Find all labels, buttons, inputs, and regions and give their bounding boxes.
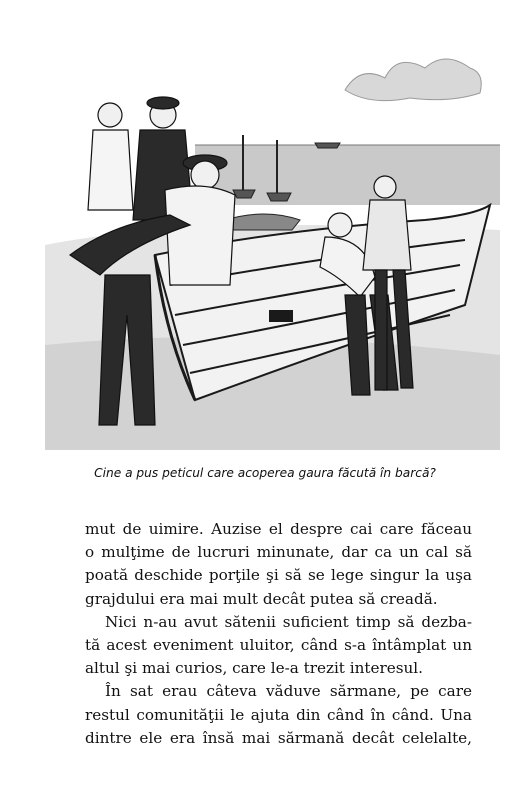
text-line: mut de uimire. Auzise el despre cai care făceau — [85, 520, 472, 538]
text-line: poată deschide porţile şi să se lege singur la uşa — [85, 566, 472, 585]
text-line: tă acest eveniment uluitor, când s-a întâmplat un — [85, 636, 472, 655]
illustration-caption: Cine a pus peticul care acoperea gaura făcută în barcă? — [94, 466, 436, 480]
paragraph — [85, 611, 472, 681]
text-line: Nici n-au avut sătenii suficient timp să dezba- — [105, 612, 472, 631]
text-line: o mulţime de lucruri minunate, dar ca un cal să — [85, 543, 472, 562]
text-line: altul şi mai curios, care le-a trezit interesul. — [85, 659, 423, 678]
paragraph — [85, 680, 472, 750]
text-line: restul comunităţii le ajuta din când în când. Una — [85, 705, 472, 724]
text-line: În sat erau câteva văduve sărmane, pe care — [105, 682, 472, 701]
body-text — [85, 518, 472, 750]
boat-scene-illustration — [45, 15, 500, 450]
text-line: grajdului era mai mult decât putea să creadă. — [85, 589, 438, 608]
text-line: dintre ele era însă mai sărmană decât celelalte, — [85, 728, 472, 747]
paragraph — [85, 518, 472, 611]
